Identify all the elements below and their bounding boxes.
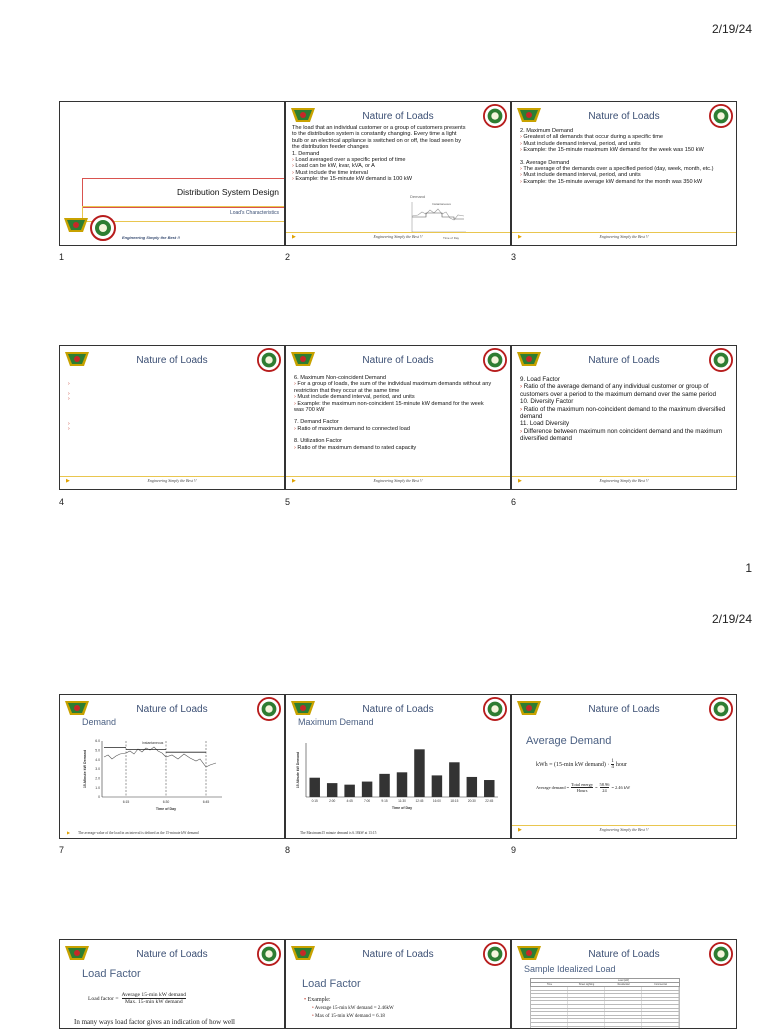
page-date: 2/19/24 — [711, 22, 752, 36]
slide-2[interactable] — [285, 101, 511, 246]
table-cell — [642, 994, 679, 997]
bullet-item: › The average of the demands over a specified period (day, week, month, etc.) — [520, 166, 714, 173]
table-cell — [642, 1001, 679, 1004]
slide-title: Nature of Loads — [136, 355, 208, 366]
slide-subtitle: Sample Idealized Load — [524, 964, 616, 974]
table-cell — [531, 1012, 568, 1015]
table-cell — [605, 987, 642, 990]
x-tick-label: 12:45 — [415, 799, 424, 803]
bullet-item: › Must include demand interval, period, and units — [520, 140, 641, 147]
load-table: Load (kW) Time Street Lighting Residential Commercial — [530, 978, 680, 1029]
slide-footer: ▶ Engineering Simply the Best !! — [286, 232, 510, 243]
section-heading: 1. Demand — [292, 150, 320, 157]
x-tick-label: 11:30 — [398, 799, 406, 803]
instantaneous-label: Instantaneous — [142, 741, 164, 745]
slide-title: Nature of Loads — [588, 949, 660, 960]
slide-number: 6 — [511, 497, 517, 507]
slide-9[interactable] — [511, 694, 737, 839]
slide-5[interactable] — [285, 345, 511, 490]
slide-tagline: Engineering Simply the Best !! — [122, 235, 181, 240]
section-heading: 8. Utilization Factor — [294, 438, 342, 445]
bullet-item: › For a group of loads, the sum of the individual maximum demands without any restriction that they occur at the same time — [294, 381, 492, 394]
y-axis-label: 15-Minute kW Demand — [296, 751, 300, 789]
chart-label: Demand — [410, 194, 426, 199]
demand-bar — [449, 762, 459, 797]
table-cell — [568, 1012, 605, 1015]
kwh-equation: kWh = (15-min kW demand) · 1 4 hour — [536, 759, 627, 770]
slide-caption: The Maximum15 minute demand is 6.18kW at 13:15 — [300, 831, 377, 835]
x-tick-label: 16:00 — [432, 799, 441, 803]
dept-logo-icon — [516, 105, 542, 125]
university-seal-icon — [257, 697, 281, 721]
bullet-item: › Must include demand interval, period, and units — [520, 172, 641, 179]
demand-bar — [309, 778, 319, 797]
bullet-item: › Ratio of maximum demand to connected load — [294, 425, 410, 432]
section-heading: 10. Diversity Factor — [520, 398, 574, 406]
slide-title: Nature of Loads — [362, 704, 434, 715]
y-tick-label: 5.0 — [95, 748, 100, 753]
nav-arrow-icon: ▶ — [67, 830, 71, 835]
x-axis-label: Time of Day — [155, 807, 177, 811]
bullet-item: › Greatest of all demands that occur during a specific time — [520, 134, 664, 141]
chart-annotation: Instantaneous — [432, 202, 451, 206]
slide-footer: ▶ Engineering Simply the Best !! — [512, 476, 736, 487]
slide-body — [520, 128, 724, 185]
nav-arrow-icon: ▶ — [292, 234, 296, 240]
dept-logo-icon — [64, 943, 90, 963]
slide-subtitle: Demand — [82, 717, 117, 727]
slide-title: Nature of Loads — [588, 355, 660, 366]
slide-number: 4 — [59, 497, 65, 507]
table-cell — [531, 998, 568, 1001]
demand-bar — [432, 775, 442, 797]
y-tick-label: 4.0 — [95, 757, 100, 762]
table-cell — [642, 1019, 679, 1022]
table-cell — [568, 1016, 605, 1019]
table-cell — [568, 991, 605, 994]
table-cell — [642, 1023, 679, 1026]
nav-arrow-icon: ▶ — [518, 827, 522, 833]
nav-arrow-icon: ▶ — [518, 478, 522, 484]
bullet-item: › Must include demand interval, period, and units — [294, 394, 415, 401]
bullet-item: › Ratio of the average demand of any individual customer or group of customers over a period to the maximum demand over the same period — [520, 383, 717, 398]
demand-bar — [484, 780, 494, 797]
title-box — [82, 178, 285, 208]
slide-number: 3 — [511, 252, 517, 262]
slide-subtitle: Maximum Demand — [298, 717, 374, 727]
table-cell — [605, 1009, 642, 1012]
table-cell — [642, 987, 679, 990]
bullet-item: › Example: the 15-minute maximum kW demand for the week was 150 kW — [520, 147, 704, 154]
slide-title: Nature of Loads — [362, 111, 434, 122]
slide-body — [520, 376, 728, 443]
dept-logo-icon — [64, 698, 90, 718]
slide-3[interactable] — [511, 101, 737, 246]
table-cell — [605, 1016, 642, 1019]
table-cell — [642, 1009, 679, 1012]
table-cell — [642, 1016, 679, 1019]
table-cell — [605, 1001, 642, 1004]
table-cell — [531, 1023, 568, 1026]
x-tick-label: 6:30 — [162, 800, 170, 804]
bullet-item: › Example: the 15-minute kW demand is 100 kW — [292, 176, 413, 183]
table-body — [530, 987, 680, 1029]
table-cell — [568, 998, 605, 1001]
dept-logo-icon — [290, 349, 316, 369]
table-cell — [568, 1019, 605, 1022]
dept-logo-icon — [516, 698, 542, 718]
bullet-item: › Difference between maximum non coincident demand and the maximum diversified demand — [520, 427, 723, 443]
bullet-item: › Load averaged over a specific period of time — [292, 157, 406, 164]
table-cell — [568, 1005, 605, 1008]
university-seal-icon — [90, 215, 116, 241]
slide-11[interactable] — [285, 939, 511, 1029]
bullet-item: › Example: the maximum non-coincident 15-minute kW demand for the week was 700 kW — [294, 400, 484, 414]
table-cell — [605, 1005, 642, 1008]
university-seal-icon — [483, 942, 507, 966]
demand-bar — [379, 774, 389, 797]
dept-logo-icon — [290, 943, 316, 963]
slide-body — [292, 125, 468, 183]
slide-number: 7 — [59, 845, 65, 855]
table-cell — [605, 1012, 642, 1015]
table-cell — [531, 994, 568, 997]
slide-title: Nature of Loads — [362, 355, 434, 366]
x-tick-label: 7:00 — [363, 799, 371, 803]
table-cell — [531, 1016, 568, 1019]
bullet-item: › Must include the time interval — [292, 169, 368, 176]
slide-title: Nature of Loads — [136, 949, 208, 960]
y-tick-label: 2.0 — [95, 776, 100, 781]
table-cell — [531, 1005, 568, 1008]
university-seal-icon — [709, 348, 733, 372]
nav-arrow-icon: ▶ — [66, 478, 70, 484]
x-tick-label: 20:30 — [467, 799, 476, 803]
slide-4[interactable] — [59, 345, 285, 490]
table-cell — [568, 1001, 605, 1004]
demand-bar — [397, 772, 407, 797]
x-tick-label: 6:15 — [122, 800, 130, 804]
x-tick-label: 9:15 — [381, 799, 388, 803]
x-tick-label: 6:45 — [202, 800, 210, 804]
demand-line-chart — [80, 735, 280, 835]
slide-body — [294, 375, 494, 451]
x-tick-label: 4:45 — [346, 799, 353, 803]
table-cell — [531, 1001, 568, 1004]
slide-subtitle: Load Factor — [82, 968, 141, 980]
dept-logo-icon — [63, 215, 89, 235]
y-tick-label: 3.0 — [95, 767, 100, 772]
table-cell — [642, 1005, 679, 1008]
demand-bar — [327, 783, 337, 797]
table-cell — [531, 987, 568, 990]
slide-title: Nature of Loads — [588, 704, 660, 715]
university-seal-icon — [483, 697, 507, 721]
section-heading: 3. Average Demand — [520, 159, 570, 166]
example-list: • Example: • Average 15-min kW demand = 2.46kW • Max of 15-min kW demand = 6.18 — [304, 997, 394, 1019]
x-axis-label: Time of Day — [391, 806, 413, 810]
x-tick-label: 2:00 — [329, 799, 336, 803]
page-number: 1 — [745, 561, 752, 575]
demand-bar — [467, 777, 477, 797]
slide-1[interactable] — [59, 101, 285, 246]
slide-subtitle: Average Demand — [526, 735, 612, 747]
table-cell — [605, 998, 642, 1001]
table-cell — [605, 1019, 642, 1022]
slide-8[interactable] — [285, 694, 511, 839]
y-tick-label: 1.0 — [95, 785, 100, 790]
section-heading: 11. Load Diversity — [520, 420, 570, 428]
demand-bar — [362, 782, 372, 797]
x-tick-label: 22:45 — [485, 799, 494, 803]
section-heading: 9. Load Factor — [520, 376, 560, 383]
slide-number: 8 — [285, 845, 291, 855]
bullet-item: › Load can be kW, kvar, kVA, or A — [292, 163, 375, 170]
table-cell — [642, 998, 679, 1001]
load-factor-equation: Load factor = Average 15-min kW demand Max. 15-min kW demand — [88, 992, 187, 1005]
slide-caption: The average value of the load in an interval is defined as the 15-minute kW demand — [78, 831, 199, 835]
slide-footer: ▶ Engineering Simply the Best !! — [512, 825, 736, 836]
university-seal-icon — [709, 104, 733, 128]
table-cell — [568, 1009, 605, 1012]
y-axis-label: 15-Minute kW Demand — [83, 749, 87, 789]
table-cell — [531, 1009, 568, 1012]
table-cell — [531, 991, 568, 994]
bullet-item: › Ratio of the maximum demand to rated capacity — [294, 444, 417, 451]
page-date: 2/19/24 — [711, 612, 752, 626]
slide-number: 1 — [59, 252, 65, 262]
y-tick-label: 6.0 — [95, 739, 100, 744]
university-seal-icon — [257, 348, 281, 372]
dept-logo-icon — [516, 349, 542, 369]
dept-logo-icon — [64, 349, 90, 369]
slide-number: 5 — [285, 497, 291, 507]
intro-text: The load that an individual customer or a group of customers presents to the distribution system is constantly changing. Every time a light bulb or an electrical appliance is switched on or off, the load seen by the distribution feeder changes — [292, 125, 466, 151]
section-heading: 2. Maximum Demand — [520, 128, 574, 134]
table-cell — [605, 994, 642, 997]
slide-7[interactable] — [59, 694, 285, 839]
slide-12[interactable] — [511, 939, 737, 1029]
university-seal-icon — [483, 348, 507, 372]
table-cell — [568, 987, 605, 990]
empty-bullets: › › › › › — [68, 381, 70, 432]
slide-footer: ▶ Engineering Simply the Best !! — [60, 476, 284, 487]
slide-10[interactable] — [59, 939, 285, 1029]
slide-title: Distribution System Design — [176, 187, 279, 197]
dept-logo-icon — [290, 698, 316, 718]
avg-demand-equation: Average demand = Total energy Hours = $\frac{58.96}{24}$ = 2.46 kW — [536, 782, 631, 793]
university-seal-icon — [709, 697, 733, 721]
x-tick-label: 0:15 — [311, 799, 318, 803]
slide-number: 2 — [285, 252, 291, 262]
slide-footer: ▶ Engineering Simply the Best !! — [512, 232, 736, 243]
table-cell — [568, 1023, 605, 1026]
nav-arrow-icon: ▶ — [518, 234, 522, 240]
chart-x-label: Time of Day — [443, 236, 460, 240]
x-tick-label: 18:15 — [450, 799, 459, 803]
dept-logo-icon — [290, 105, 316, 125]
demand-bar — [344, 785, 354, 797]
table-cell — [531, 1019, 568, 1022]
university-seal-icon — [257, 942, 281, 966]
bullet-item: › Example: the 15-minute average kW demand for the month was 350 kW — [520, 178, 703, 185]
section-heading: 6. Maximum Non-coincident Demand — [294, 375, 387, 381]
slide-title: Nature of Loads — [362, 949, 434, 960]
slide-title: Nature of Loads — [136, 704, 208, 715]
nav-arrow-icon: ▶ — [292, 478, 296, 484]
table-cell — [605, 1023, 642, 1026]
bullet-item: › Ratio of the maximum non-coincident demand to the maximum diversified demand — [520, 405, 726, 421]
university-seal-icon — [483, 104, 507, 128]
demand-bar — [414, 749, 424, 797]
table-cell — [605, 991, 642, 994]
y-tick-label: 0 — [98, 795, 100, 800]
slide-title: Nature of Loads — [588, 111, 660, 122]
slide-text: In many ways load factor gives an indication of how well — [74, 1018, 235, 1026]
max-demand-bar-chart — [294, 735, 506, 823]
table-cell — [642, 1012, 679, 1015]
dept-logo-icon — [516, 943, 542, 963]
slide-subtitle: Load Factor — [302, 978, 361, 990]
slide-number: 9 — [511, 845, 517, 855]
slide-footer: ▶ Engineering Simply the Best !! — [286, 476, 510, 487]
instantaneous-series — [104, 747, 216, 767]
table-cell — [642, 991, 679, 994]
section-heading: 7. Demand Factor — [294, 419, 339, 426]
university-seal-icon — [709, 942, 733, 966]
slide-6[interactable] — [511, 345, 737, 490]
slide-subtitle: Load's Characteristics — [229, 210, 279, 216]
table-cell — [568, 994, 605, 997]
